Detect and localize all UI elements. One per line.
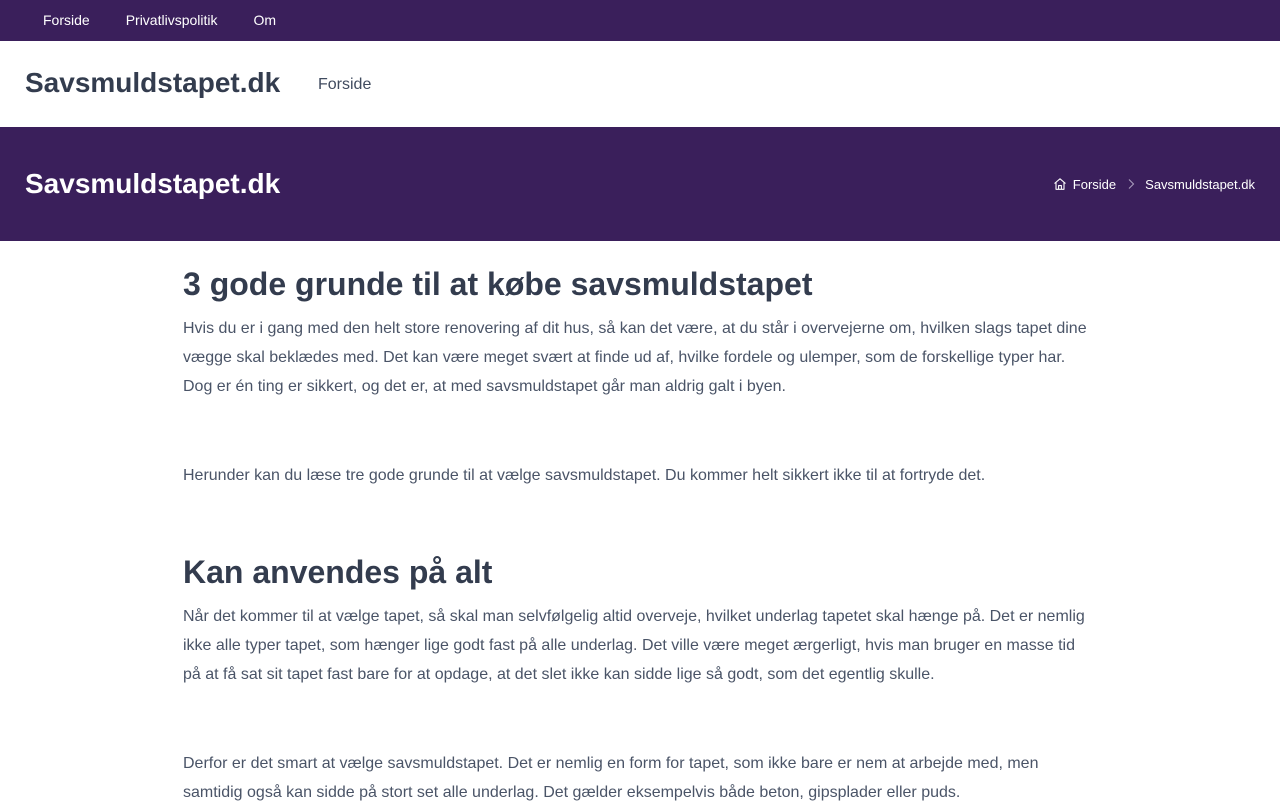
article-heading-main: 3 gode grunde til at købe savsmuldstapet (183, 266, 813, 302)
top-menu-item-om[interactable]: Om (253, 12, 277, 28)
main-nav-item-forside[interactable]: Forside (318, 76, 372, 93)
top-menu-item-forside[interactable]: Forside (43, 12, 90, 28)
article-paragraph-intro: Hvis du er i gang med den helt store renovering af dit hus, så kan det være, at du står i overvejerne om, hvilken slags tapet dine vægge skal beklædes med. Det kan være meget svært at finde ud af, hvilke fordele og ulemper, som de forskellige typer har. Dog er én ting er sikkert, og det er, at med savsmuldstapet går man aldrig galt i byen. (183, 320, 1087, 395)
home-icon (1053, 177, 1067, 191)
article-content (183, 262, 1093, 807)
page-hero (0, 127, 1280, 241)
site-header (0, 41, 1280, 128)
article-paragraph-section-1: Når det kommer til at vælge tapet, så skal man selvfølgelig altid overveje, hvilket underlag tapetet skal hænge på. Det er nemlig ikke alle typer tapet, som hænger lige godt fast på alle underlag. Det ville være meget ærgerligt, hvis man bruger en masse tid på at få sat sit tapet fast bare for at opdage, at det slet ikke kan sidde lige så godt, som det egentlig skulle. (183, 608, 1085, 683)
breadcrumb-home-link[interactable]: Forside (1072, 176, 1117, 192)
site-logo[interactable]: Savsmuldstapet.dk (25, 67, 281, 98)
top-menu (25, 0, 294, 41)
top-menu-item-privatlivspolitik[interactable]: Privatlivspolitik (125, 12, 218, 28)
top-bar (0, 0, 1280, 41)
breadcrumb-current: Savsmuldstapet.dk (1145, 176, 1255, 192)
article-heading-section: Kan anvendes på alt (183, 554, 493, 590)
article-paragraph-intro-2: Herunder kan du læse tre gode grunde til at vælge savsmuldstapet. Du kommer helt sikkert ikke til at fortryde det. (183, 467, 986, 484)
page-title: Savsmuldstapet.dk (25, 168, 281, 199)
article-paragraph-section-2: Derfor er det smart at vælge savsmuldstapet. Det er nemlig en form for tapet, som ikke bare er nem at arbejde med, men samtidig også kan sidde på stort set alle underlag. Det gælder eksempelvis både beton, gipsplader eller puds. (183, 755, 1039, 801)
breadcrumb (1053, 174, 1255, 194)
chevron-right-icon (1126, 178, 1136, 190)
